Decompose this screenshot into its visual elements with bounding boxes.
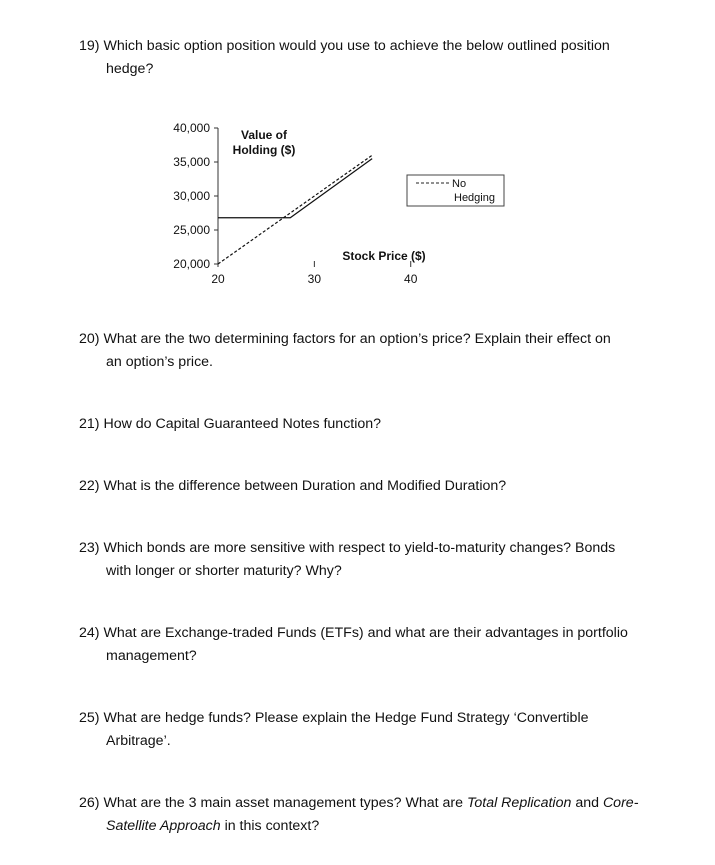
question-21-line1: 21) How do Capital Guaranteed Notes function? — [79, 416, 382, 432]
question-26-text-b: and — [571, 795, 603, 811]
legend — [407, 175, 504, 206]
question-26-text-c: in this context? — [220, 818, 320, 834]
question-19-line1: 19) Which basic option position would you use to achieve the below outlined position — [79, 38, 610, 54]
x-ticks — [211, 261, 417, 286]
series-line-hedged — [218, 159, 372, 218]
x-tick-label: 40 — [404, 272, 418, 286]
question-20-line1: 20) What are the two determining factors for an option’s price? Explain their effect on — [79, 331, 611, 347]
question-20 — [79, 328, 669, 374]
question-20-line2: an option’s price. — [106, 354, 214, 370]
question-24-line1: 24) What are Exchange-traded Funds (ETFs) and what are their advantages in portfolio — [79, 625, 628, 641]
question-26-term-satellite-approach: Satellite Approach — [106, 818, 221, 834]
y-tick-label: 25,000 — [173, 223, 210, 237]
question-22-line1: 22) What is the difference between Duration and Modified Duration? — [79, 478, 507, 494]
y-tick-label: 40,000 — [173, 121, 210, 135]
x-tick-label: 30 — [307, 272, 322, 286]
question-21 — [79, 413, 669, 436]
question-25 — [79, 707, 669, 753]
y-tick-label: 30,000 — [173, 189, 210, 203]
question-26-line1 — [79, 795, 638, 811]
y-ticks — [173, 121, 218, 271]
x-tick-label: 20 — [211, 272, 225, 286]
question-26-term-total-replication: Total Replication — [467, 795, 572, 811]
question-26-line2 — [79, 815, 669, 838]
position-hedge-chart — [150, 110, 520, 295]
question-22 — [79, 475, 669, 498]
question-26-text-a: 26) What are the 3 main asset management types? What are — [79, 795, 467, 811]
series-group — [218, 155, 372, 264]
series-line-no-hedging — [218, 155, 372, 264]
question-19 — [79, 35, 669, 81]
question-25-line1: 25) What are hedge funds? Please explain the Hedge Fund Strategy ‘Convertible — [79, 710, 589, 726]
y-axis-label-line2: Holding ($) — [232, 143, 296, 157]
question-26 — [79, 792, 669, 838]
question-23 — [79, 537, 669, 583]
y-axis-label-line1: Value of — [240, 128, 288, 142]
x-axis-label: Stock Price ($) — [342, 249, 426, 263]
question-24-line2: management? — [106, 648, 197, 664]
question-19-line2: hedge? — [106, 61, 154, 77]
legend-label-line2: Hedging — [454, 192, 495, 204]
y-tick-label: 35,000 — [173, 155, 210, 169]
question-23-line1: 23) Which bonds are more sensitive with respect to yield-to-maturity changes? Bonds — [79, 540, 616, 556]
legend-label-line1: No — [452, 178, 467, 190]
question-26-term-core: Core- — [602, 795, 639, 811]
question-24 — [79, 622, 669, 668]
question-23-line2: with longer or shorter maturity? Why? — [106, 563, 342, 579]
y-tick-label: 20,000 — [173, 257, 210, 271]
question-25-line2: Arbitrage’. — [106, 733, 171, 749]
